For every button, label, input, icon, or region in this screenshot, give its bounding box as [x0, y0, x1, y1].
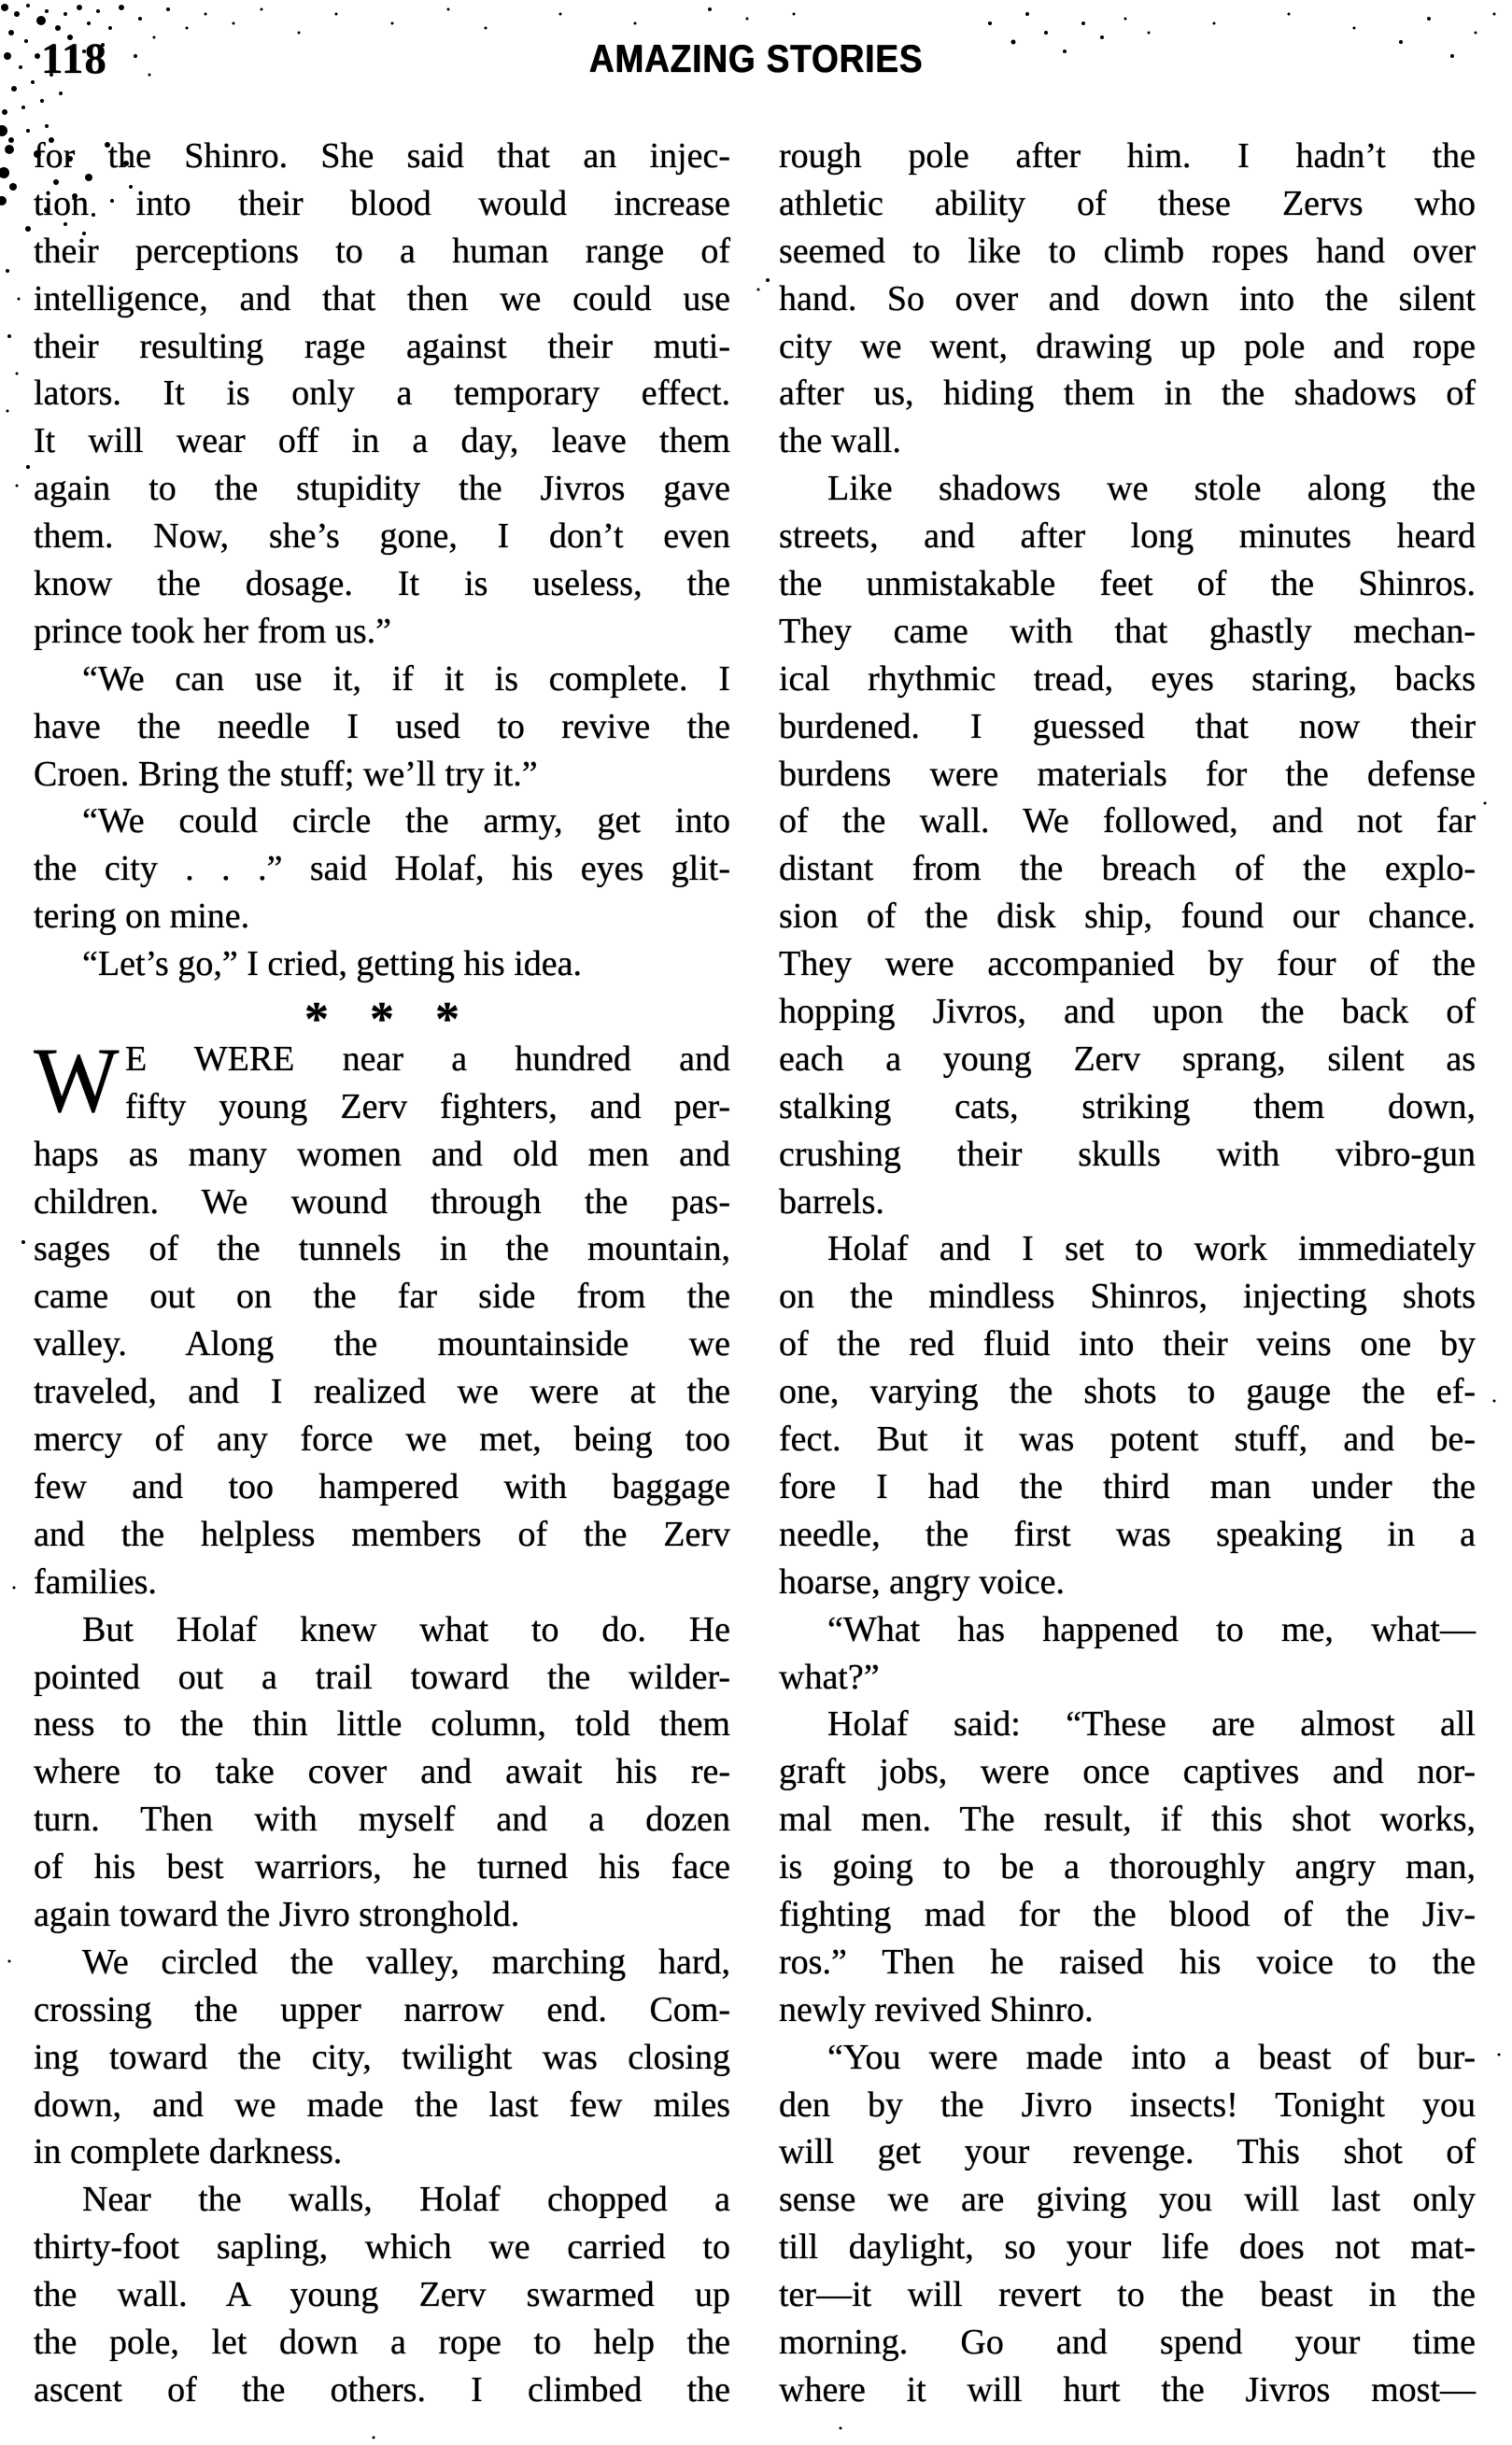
text-line	[779, 2224, 1476, 2271]
text-line	[34, 370, 730, 417]
text-line-content: valley. Along the mountainside we	[34, 1324, 730, 1364]
text-line-content: barrels.	[779, 1181, 884, 1222]
text-line	[779, 1748, 1476, 1796]
text-line	[779, 1939, 1476, 1986]
text-line	[34, 1416, 730, 1463]
text-line-content: intelligence, and that then we could use	[34, 278, 730, 318]
separator-asterisk: *	[304, 993, 329, 1047]
drop-cap: W	[34, 1027, 120, 1132]
text-line-content: ros.” Then he raised his voice to the	[779, 1942, 1476, 1982]
text-line-content: of his best warriors, he turned his face	[34, 1847, 730, 1887]
text-line	[34, 2176, 730, 2224]
column-right	[779, 133, 1476, 2414]
text-line	[779, 2034, 1476, 2082]
text-line	[779, 751, 1476, 799]
text-line-content: after us, hiding them in the shadows of	[779, 374, 1476, 414]
text-line	[34, 1511, 730, 1559]
text-line-content: their perceptions to a human range of	[34, 231, 730, 271]
text-line	[779, 1511, 1476, 1559]
text-line-content: crossing the upper narrow end. Com-	[34, 1989, 730, 2029]
text-line-content: sense we are giving you will last only	[779, 2180, 1476, 2220]
text-line	[34, 1796, 730, 1844]
text-line	[34, 751, 730, 799]
text-line-content: sion of the disk ship, found our chance.	[779, 897, 1476, 937]
section-separator	[34, 988, 730, 1047]
text-line	[34, 2319, 730, 2367]
text-line	[34, 1368, 730, 1416]
text-line-content: lators. It is only a temporary effect.	[34, 374, 730, 414]
text-line	[779, 940, 1476, 988]
text-line-content: for the Shinro. She said that an injec-	[34, 136, 730, 176]
text-line-content: in complete darkness.	[34, 2132, 343, 2172]
text-line	[779, 1273, 1476, 1321]
text-line-content: fifty young Zerv fighters, and per-	[125, 1086, 730, 1126]
text-line-content: thirty-foot sapling, which we carried to	[34, 2227, 730, 2268]
text-line-content: of the wall. We followed, and not far	[779, 801, 1476, 841]
text-line	[779, 1083, 1476, 1131]
text-line	[34, 1654, 730, 1702]
text-line-content: each a young Zerv sprang, silent as	[779, 1039, 1476, 1079]
text-line	[34, 1131, 730, 1179]
text-line-content: down, and we made the last few miles	[34, 2085, 730, 2125]
text-line-content: streets, and after long minutes heard	[779, 516, 1476, 557]
text-line-content: distant from the breach of the explo-	[779, 849, 1476, 889]
text-line-content: Holaf said: “These are almost all	[827, 1704, 1476, 1745]
text-line-content: what?”	[779, 1657, 880, 1697]
text-line	[34, 513, 730, 560]
text-line-content: ness to the thin little column, told them	[34, 1704, 730, 1745]
text-line	[34, 1463, 730, 1511]
text-line	[779, 656, 1476, 703]
text-line	[779, 893, 1476, 940]
text-line	[779, 2176, 1476, 2224]
text-line-content: city we went, drawing up pole and rope	[779, 326, 1476, 366]
text-line	[779, 1796, 1476, 1844]
text-line	[779, 2082, 1476, 2129]
text-line-content: pointed out a trail toward the wilder-	[34, 1657, 730, 1697]
text-line	[34, 608, 730, 656]
text-line-content: will get your revenge. This shot of	[779, 2132, 1476, 2172]
text-line	[779, 465, 1476, 513]
text-line-content: and the helpless members of the Zerv	[34, 1514, 730, 1554]
text-line-content: fighting mad for the blood of the Jiv-	[779, 1894, 1476, 1934]
text-line-content: their resulting rage against their muti-	[34, 326, 730, 366]
text-line-content: the pole, let down a rope to help the	[34, 2322, 730, 2362]
text-line-content: is going to be a thoroughly angry man,	[779, 1847, 1476, 1887]
text-line-content: Near the walls, Holaf chopped a	[82, 2180, 730, 2220]
text-line	[34, 1986, 730, 2034]
text-line-content: where to take cover and await his re-	[34, 1752, 730, 1792]
text-line	[34, 703, 730, 751]
text-line-content: tering on mine.	[34, 897, 250, 937]
text-line	[34, 2034, 730, 2082]
text-line	[779, 1654, 1476, 1702]
text-line	[34, 893, 730, 940]
separator-asterisk: *	[435, 993, 459, 1047]
text-line	[779, 180, 1476, 228]
text-line-content: “We can use it, if it is complete. I	[82, 658, 730, 699]
text-line	[34, 1225, 730, 1273]
text-line-content: fore I had the third man under the	[779, 1466, 1476, 1506]
text-line	[779, 1321, 1476, 1368]
text-line	[34, 417, 730, 465]
text-line-content: needle, the first was speaking in a	[779, 1514, 1476, 1554]
text-columns	[34, 133, 1476, 2414]
text-line-content: “We could circle the army, get into	[82, 801, 730, 841]
text-line	[34, 2271, 730, 2319]
text-line	[779, 2367, 1476, 2414]
text-line-content: till daylight, so your life does not mat-	[779, 2227, 1476, 2268]
text-line-content: have the needle I used to revive the	[34, 706, 730, 746]
text-line	[779, 417, 1476, 465]
text-line-content: prince took her from us.”	[34, 611, 392, 651]
text-line	[779, 1701, 1476, 1748]
text-line-content: them. Now, she’s gone, I don’t even	[34, 516, 730, 557]
text-line-content: know the dosage. It is useless, the	[34, 564, 730, 604]
magazine-title: AMAZING STORIES	[588, 36, 924, 80]
text-line	[779, 2319, 1476, 2367]
text-line-content: where it will hurt the Jivros most—	[779, 2369, 1476, 2410]
text-line-content: Croen. Bring the stuff; we’ll try it.”	[34, 754, 538, 794]
text-line	[34, 323, 730, 371]
text-line-content: few and too hampered with baggage	[34, 1466, 730, 1506]
text-line-content: the city . . .” said Holaf, his eyes glit-	[34, 849, 730, 889]
text-line-content: hopping Jivros, and upon the back of	[779, 992, 1476, 1032]
text-line	[779, 1463, 1476, 1511]
text-line	[779, 703, 1476, 751]
text-line	[779, 228, 1476, 276]
text-line-content: mal men. The result, if this shot works,	[779, 1800, 1476, 1840]
text-line-content: “Let’s go,” I cried, getting his idea.	[82, 944, 582, 984]
text-line	[34, 798, 730, 845]
text-line-content: stalking cats, striking them down,	[779, 1086, 1476, 1126]
text-line	[779, 2271, 1476, 2319]
text-line-content: athletic ability of these Zervs who	[779, 183, 1476, 223]
text-line	[779, 323, 1476, 371]
text-line-content: on the mindless Shinros, injecting shots	[779, 1277, 1476, 1317]
text-line-content: hoarse, angry voice.	[779, 1562, 1065, 1602]
page-header	[0, 37, 1512, 84]
text-line	[34, 845, 730, 893]
text-line-content: “What has happened to me, what—	[827, 1609, 1476, 1649]
text-line	[779, 1131, 1476, 1179]
text-line-content: hand. So over and down into the silent	[779, 278, 1476, 318]
text-line-content: den by the Jivro insects! Tonight you	[779, 2085, 1476, 2125]
text-line-content: children. We wound through the pas-	[34, 1181, 730, 1222]
text-line	[34, 1844, 730, 1891]
text-line	[779, 1416, 1476, 1463]
text-line	[779, 1986, 1476, 2034]
text-line-content: sages of the tunnels in the mountain,	[34, 1229, 730, 1269]
text-line	[34, 1891, 730, 1939]
text-line	[779, 988, 1476, 1036]
text-line	[779, 560, 1476, 608]
text-line-content: burdens were materials for the defense	[779, 754, 1476, 794]
text-line-content: morning. Go and spend your time	[779, 2322, 1476, 2362]
text-line	[34, 1606, 730, 1654]
text-line	[779, 276, 1476, 323]
text-line	[779, 1891, 1476, 1939]
text-line-content: ing toward the city, twilight was closing	[34, 2037, 730, 2077]
text-line	[779, 1368, 1476, 1416]
text-line-content: traveled, and I realized we were at the	[34, 1372, 730, 1412]
text-line	[34, 1748, 730, 1796]
page-number: 118	[41, 35, 107, 83]
text-line-content: rough pole after him. I hadn’t the	[779, 136, 1476, 176]
text-line	[34, 133, 730, 180]
text-line	[779, 798, 1476, 845]
text-line-content: the unmistakable feet of the Shinros.	[779, 564, 1476, 604]
text-line	[34, 2128, 730, 2176]
text-line	[34, 1273, 730, 1321]
text-line-content: crushing their skulls with vibro-gun	[779, 1134, 1476, 1174]
text-line-content: the wall. A young Zerv swarmed up	[34, 2275, 730, 2315]
text-line	[779, 1844, 1476, 1891]
text-line-content: We circled the valley, marching hard,	[82, 1942, 730, 1982]
text-line-content: They came with that ghastly mechan-	[779, 611, 1476, 651]
text-line	[779, 845, 1476, 893]
text-line-content: But Holaf knew what to do. He	[82, 1609, 730, 1649]
text-line	[34, 228, 730, 276]
text-line-content: E WERE near a hundred and	[125, 1039, 730, 1079]
text-line-content: families.	[34, 1562, 157, 1602]
text-line	[779, 1606, 1476, 1654]
text-line-content: newly revived Shinro.	[779, 1989, 1094, 2029]
text-line-content: turn. Then with myself and a dozen	[34, 1800, 730, 1840]
text-line-content: “You were made into a beast of bur-	[827, 2037, 1476, 2077]
text-line	[34, 656, 730, 703]
text-line-content: They were accompanied by four of the	[779, 944, 1476, 984]
text-line	[779, 1179, 1476, 1226]
text-line-content: Holaf and I set to work immediately	[827, 1229, 1476, 1269]
text-line-content: burdened. I guessed that now their	[779, 706, 1476, 746]
text-line	[34, 940, 730, 988]
text-line	[34, 2367, 730, 2414]
text-line	[34, 180, 730, 228]
text-line-content: ascent of the others. I climbed the	[34, 2369, 730, 2410]
text-line	[34, 560, 730, 608]
text-line	[34, 2082, 730, 2129]
text-line	[34, 1701, 730, 1748]
text-line-content: tion into their blood would increase	[34, 183, 730, 223]
text-line	[34, 1179, 730, 1226]
text-line-content: mercy of any force we met, being too	[34, 1420, 730, 1460]
text-line-content: ter—it will revert to the beast in the	[779, 2275, 1476, 2315]
text-line	[34, 2224, 730, 2271]
text-line	[779, 370, 1476, 417]
text-line	[779, 608, 1476, 656]
text-line-content: again to the stupidity the Jivros gave	[34, 469, 730, 509]
text-line	[34, 1559, 730, 1606]
text-line-content: the wall.	[779, 421, 901, 461]
text-line	[34, 1939, 730, 1986]
text-line-content: seemed to like to climb ropes hand over	[779, 231, 1476, 271]
text-line	[34, 1321, 730, 1368]
text-line-content: came out on the far side from the	[34, 1277, 730, 1317]
text-line	[779, 2128, 1476, 2176]
separator-asterisk: *	[370, 993, 394, 1047]
text-line	[779, 1559, 1476, 1606]
text-line-content: fect. But it was potent stuff, and be-	[779, 1420, 1476, 1460]
text-line	[34, 465, 730, 513]
column-left	[34, 133, 730, 2414]
text-line-content: haps as many women and old men and	[34, 1134, 730, 1174]
text-line	[34, 1083, 730, 1131]
text-line-content: of the red fluid into their veins one by	[779, 1324, 1476, 1364]
text-line	[34, 276, 730, 323]
text-line-content: ical rhythmic tread, eyes staring, backs	[779, 658, 1476, 699]
text-line-content: It will wear off in a day, leave them	[34, 421, 730, 461]
text-line	[779, 1036, 1476, 1083]
text-line-content: graft jobs, were once captives and nor-	[779, 1752, 1476, 1792]
text-line	[779, 133, 1476, 180]
text-line-content: Like shadows we stole along the	[827, 469, 1476, 509]
text-line-content: again toward the Jivro stronghold.	[34, 1894, 520, 1934]
text-line	[779, 513, 1476, 560]
text-line	[779, 1225, 1476, 1273]
text-line-content: one, varying the shots to gauge the ef-	[779, 1372, 1476, 1412]
